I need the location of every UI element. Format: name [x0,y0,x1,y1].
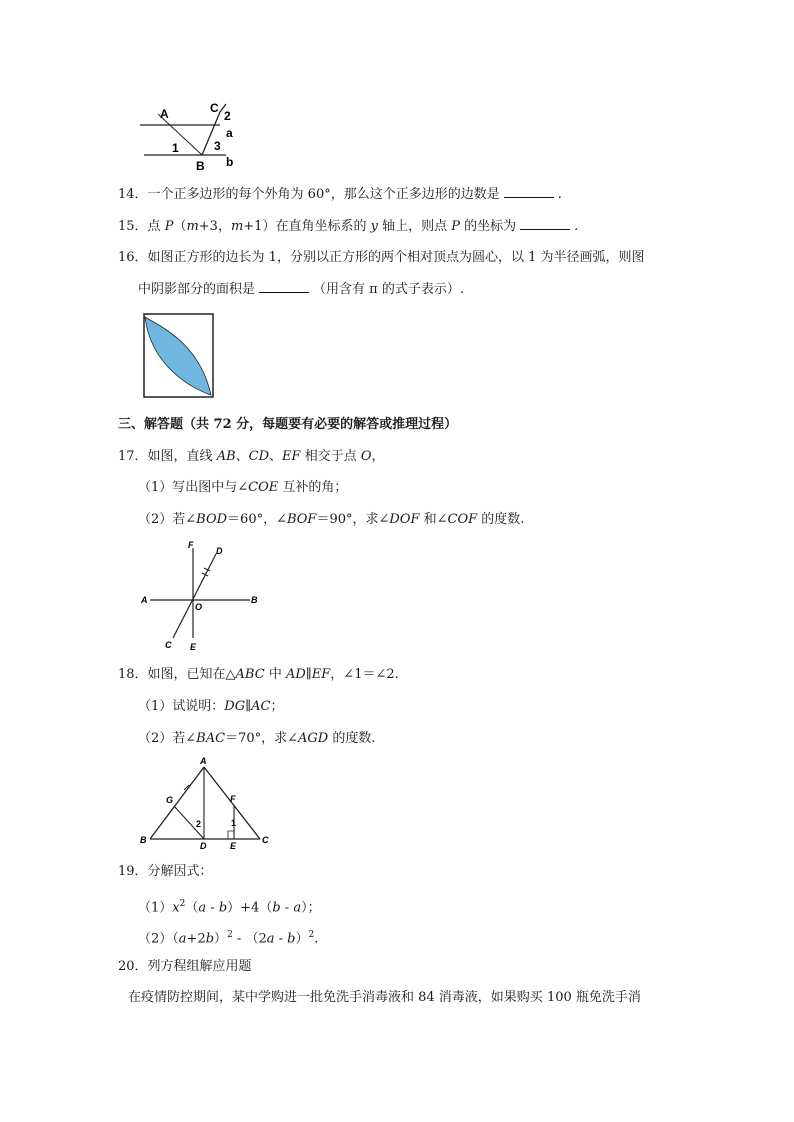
answer-blank-14[interactable] [504,185,554,198]
question-14: 14．一个正多边形的每个外角为 60°，那么这个正多边形的边数是 . [118,187,562,202]
question-20-body: 在疫情防控期间，某中学购进一批免洗手消毒液和 84 消毒液，如果购买 100 瓶免洗手消 [128,990,641,1005]
label-1: 1 [231,818,237,828]
section-3-title: 三、解答题（共 72 分，每题要有必要的解答或推理过程） [118,417,458,432]
question-19: 19．分解因式： [118,864,213,879]
question-16-line2: 中阴影部分的面积是 （用含有 π 的式子表示）. [138,282,464,297]
label-C: C [165,640,172,650]
label-D: D [200,841,207,850]
figure-parallel-lines [136,100,246,172]
label-D: D [216,546,223,556]
question-15: 15．点 P（m+3，m+1）在直角坐标系的 y 轴上，则点 P 的坐标为 . [118,219,579,234]
label-a: a [226,126,233,140]
label-F: F [230,794,236,804]
figure-intersecting-lines [138,540,268,652]
question-20: 20．列方程组解应用题 [118,959,252,974]
answer-blank-16[interactable] [259,280,309,293]
label-B: B [196,159,205,172]
label-B: B [251,595,258,605]
question-19-part1: $(1)x^2(a - b)+4(b - a)$； [138,899,321,916]
question-18-part1: （1）试说明：DG∥AC； [138,699,284,714]
label-A: A [160,107,169,121]
label-B: B [140,835,147,845]
question-17-part2: （2）若∠BOD＝60°，∠BOF＝90°，求∠DOF 和∠COF 的度数. [138,512,525,527]
label-E: E [230,841,237,850]
label-A: A [200,756,207,766]
question-16-line1: 16．如图正方形的边长为 1，分别以正方形的两个相对顶点为圆心，以 1 为半径画弧，则图 [118,250,645,265]
figure-triangle [138,755,278,850]
label-b: b [226,155,234,169]
label-2: 2 [196,819,202,829]
label-E: E [190,642,197,652]
label-C: C [262,835,269,845]
question-18: 18．如图，已知在△ABC 中 AD∥EF，∠1＝∠2. [118,667,399,682]
label-C: C [210,101,219,115]
label-G: G [166,795,174,805]
question-19-part2: $(2)(a+2b)^2 - (2a - b)^2$. [138,930,319,947]
label-O: O [195,602,203,612]
figure-square-lens [143,313,215,399]
question-18-part2: （2）若∠BAC＝70°，求∠AGD 的度数. [138,731,376,746]
question-17: 17．如图，直线 AB、CD、EF 相交于点 O， [118,449,385,464]
label-A: A [141,595,148,605]
answer-blank-15[interactable] [520,217,570,230]
label-F: F [188,540,194,550]
label-3: 3 [214,139,221,153]
label-2: 2 [224,109,231,123]
label-1: 1 [172,141,179,155]
question-17-part1: （1）写出图中与∠COE 互补的角； [138,480,348,495]
